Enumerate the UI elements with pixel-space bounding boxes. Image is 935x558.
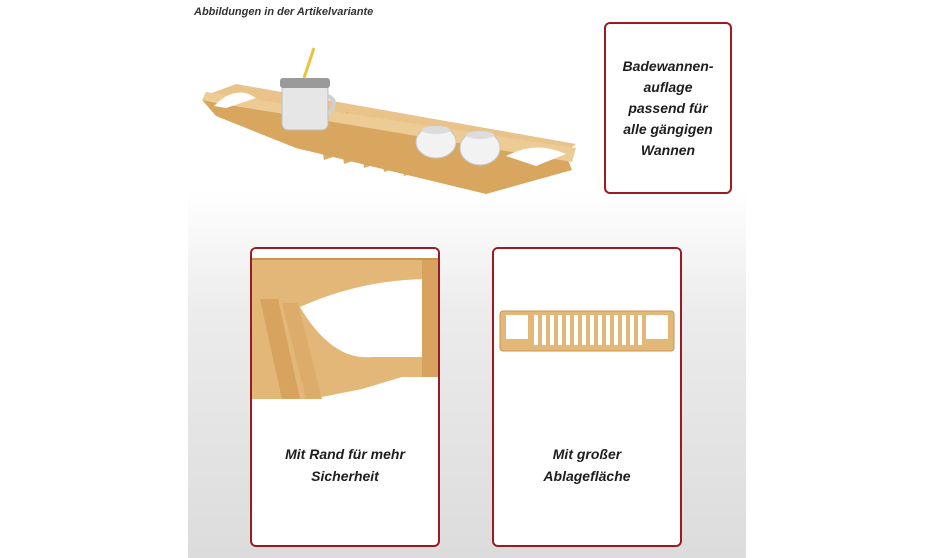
caddy-closeup-image	[252, 249, 438, 399]
feature-card-safety	[250, 247, 440, 547]
feature-surface-text: Mit großer Ablagefläche	[543, 446, 631, 484]
caddy-top-view-image	[494, 249, 680, 359]
feature-card-compatibility	[604, 22, 732, 194]
bath-caddy-image	[196, 44, 580, 200]
feature-compatibility-text: Badewannen- auflage passend für alle gängigen Wannen	[622, 58, 714, 158]
feature-card-surface	[492, 247, 682, 547]
feature-safety-text: Mit Rand für mehr Sicherheit	[285, 446, 405, 484]
variant-caption: Abbildungen in der Artikelvariante	[194, 6, 374, 18]
